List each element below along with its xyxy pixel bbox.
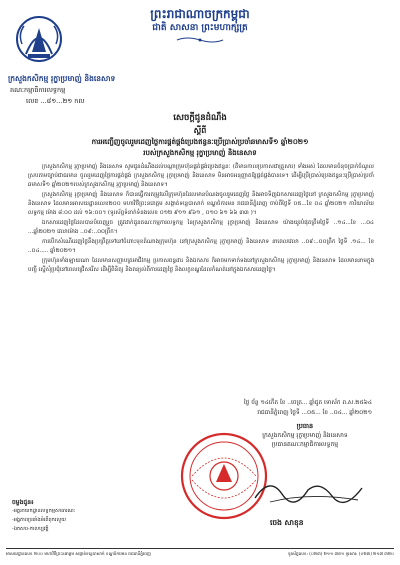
notice-subject: ការអញ្ជើញចូលរួមដេញថ្លៃការផ្គត់ផ្គង់ប្រេងឥន្ធនៈប្រើប្រាស់ប្រចាំឆមាសទី១ ឆ្នាំ២០២១ <box>91 137 309 146</box>
ornament-divider-icon <box>175 36 225 44</box>
reference-number: លេខ ...៨១...២១ កល <box>26 97 85 105</box>
footer-contact: ទូរស័ព្ទលេខ: (០២៣) ២១១ ៣៥១ ទូរសារ: (០២៣) ២១៧ ៣២០ <box>287 551 394 556</box>
list-item: -ឯកសារ-កាលប្បវត្តិ <box>12 526 49 532</box>
list-item: -អង្គភាពប្រឆាំងអំពើពុករលួយ <box>12 517 66 523</box>
signatory-ministry: ក្រសួងកសិកម្ម រុក្ខាប្រមាញ់ និងនេសាទ <box>262 432 348 439</box>
body-paragraph: ក្រសួងកសិកម្ម រុក្ខាប្រមាញ់ និងនេសាទ សូមជូនដំណឹងដល់បណ្តាក្រុមហ៊ុនផ្គត់ផ្គង់ប្រេងឥន្ធនៈ (គឺមានកាលប្រកាសជាគ្រួសារ) ទាំងអស់ ដែលមានចំនុចប្រាក់ចំណូលស្របតាមច្បាប់ជាធរមាន ចូលរួមដេញថ្លៃការផ្គត់ផ្គង់ ក្រសួងកសិកម្ម រុក្ខាប្រមាញ់ និងនេសាទ មិនអាចអនុញ្ញាតឱ្យផ្គត់ផ្គង់បានទេ។ ដើម្បីប្រើប្រាស់ប្រេងឥន្ធនៈប្រើប្រាស់ប្រចាំឆមាសទី១ ឆ្នាំ២០២១របស់ក្រសួងកសិកម្ម រុក្ខាប្រមាញ់ និងនេសាទ។ <box>28 164 374 188</box>
ministry-name: ក្រសួងកសិកម្ម រុក្ខាប្រមាញ់ និងនេសាទ <box>8 74 116 83</box>
national-motto: ជាតិ សាសនា ព្រះមហាក្សត្រ <box>152 23 248 33</box>
copy-to-heading: ចម្លងជូន៖ <box>12 499 34 506</box>
department-name: គណៈកម្មាធិការលទ្ធកម្ម <box>10 86 66 94</box>
body-paragraph: ក្រសួងកសិកម្ម រុក្ខាប្រមាញ់ និងនេសាទ ក៏បានធ្វើការតម្រូវលើក្រុមហ៊ុនដែលមានបំណងចូលរួមដេញថ្លៃ និងអាចទិញឯកសារដេញថ្លៃនៅ ក្រសួងកសិកម្ម រុក្ខាប្រមាញ់ និងនេសាទ ដែលមានអាសយដ្ឋានលេខ២០០ មហាវិថីព្រះនរោត្តម សង្កាត់ទន្លេបាសាក់ ខណ្ឌចំការមន រាជធានីភ្នំពេញ ចាប់ពីថ្ងៃទី ០៥...ខែ ០៤ ឆ្នាំ២០២១ ការិយាល័យលទ្ធកម្ម ម៉ោង ៨:០០ ដល់ ១៦:០០។ (ទូរស័ព្ទទំនាក់ទំនងលេខ ០១២ ៩១១ ៩៦១ , ០១០ ៦១ ៦៦ ៣៣ )។ <box>28 192 374 216</box>
notice-subject-owner: របស់ក្រសួងកសិកម្ម រុក្ខាប្រមាញ់ និងនេសាទ <box>143 148 257 157</box>
solar-date: រាជធានីភ្នំពេញ ថ្ងៃទី ...០៥... ខែ ..០៤... ឆ្នាំ២០២១ <box>257 410 372 416</box>
kingdom-heading: ព្រះរាជាណាចក្រកម្ពុជា <box>150 7 250 21</box>
handwritten-signature-icon <box>250 470 370 510</box>
footer-address: អាសយដ្ឋានលេខ ២០០ មហាវិថីព្រះនរោត្តម សង្កាត់ទន្លេបាសាក់ ខណ្ឌចំការមន រាជធានីភ្នំពេញ <box>6 551 151 556</box>
notice-title: សេចក្តីជូនដំណឹង <box>173 113 227 123</box>
notice-subject-label: ស្តីពី <box>193 125 207 135</box>
signatory-title: ប្រធាន <box>296 422 314 430</box>
body-paragraph: ក្រុមហ៊ុនទាំងឡាយណា ដែលមានសញ្ញាបត្រអាជីវកម្ម ប្រកាសពន្ធដារ និងឯកសារ ក៏អាចមកទាក់ទងនៅក្រសួងកសិកម្ម រុក្ខាប្រមាញ់ និងនេសាទ ដែលមាននាមក្នុងបញ្ជី ស្នើសុំប្រជុំនៅពេលជ្រើសរើស ដើម្បីពិនិត្យ និងពន្យល់ពីការដេញថ្លៃ និងលក្ខខណ្ឌដែលកំណត់នៅក្នុងឯកសារដេញថ្លៃ។ <box>28 258 374 273</box>
footer <box>6 551 394 558</box>
footer-divider <box>6 548 394 549</box>
lunar-date: ថ្ងៃ ច័ន្ទ ១៤កើត ខែ ..ចេត្រ... ឆ្នាំជូត ទោស័ក ព.ស.២៥៦៤ <box>243 400 372 406</box>
signatory-committee: ប្រធានគណៈកម្មាធិការលទ្ធកម្ម <box>271 441 339 448</box>
body-paragraph: ការបើកសំណើដេញថ្លៃនឹងប្រព្រឹត្តទៅនៅចំពោះមុខតំណាងក្រុមហ៊ុន នៅក្រសួងកសិកម្ម រុក្ខាប្រមាញ់ និងនេសាទ នាពេលវេលា ..០៩:..០០ព្រឹក ថ្ងៃទី .១៤... ខែ ..០៤..... ឆ្នាំ២០២១។ <box>28 239 374 254</box>
body-paragraph: ឯកសារដេញថ្លៃដែលបានបំពេញរួច ត្រូវដាក់ជូនគណៈកម្មការលទ្ធកម្ម នៃក្រសួងកសិកម្ម រុក្ខាប្រមាញ់ និងនេសាទ យ៉ាងយូរបំផុតត្រឹមថ្ងៃទី ..១៤...ខែ ...០៤ ...ឆ្នាំ២០២១ វេលាម៉ោង ..០៩:..០០ព្រឹក។ <box>28 220 374 235</box>
signatory-name: ចេង សាខុន <box>270 518 304 527</box>
notice-body <box>28 163 374 276</box>
list-item: -អគ្គនាយកដ្ឋានលទ្ធកម្មសាធារណៈ <box>12 508 76 514</box>
